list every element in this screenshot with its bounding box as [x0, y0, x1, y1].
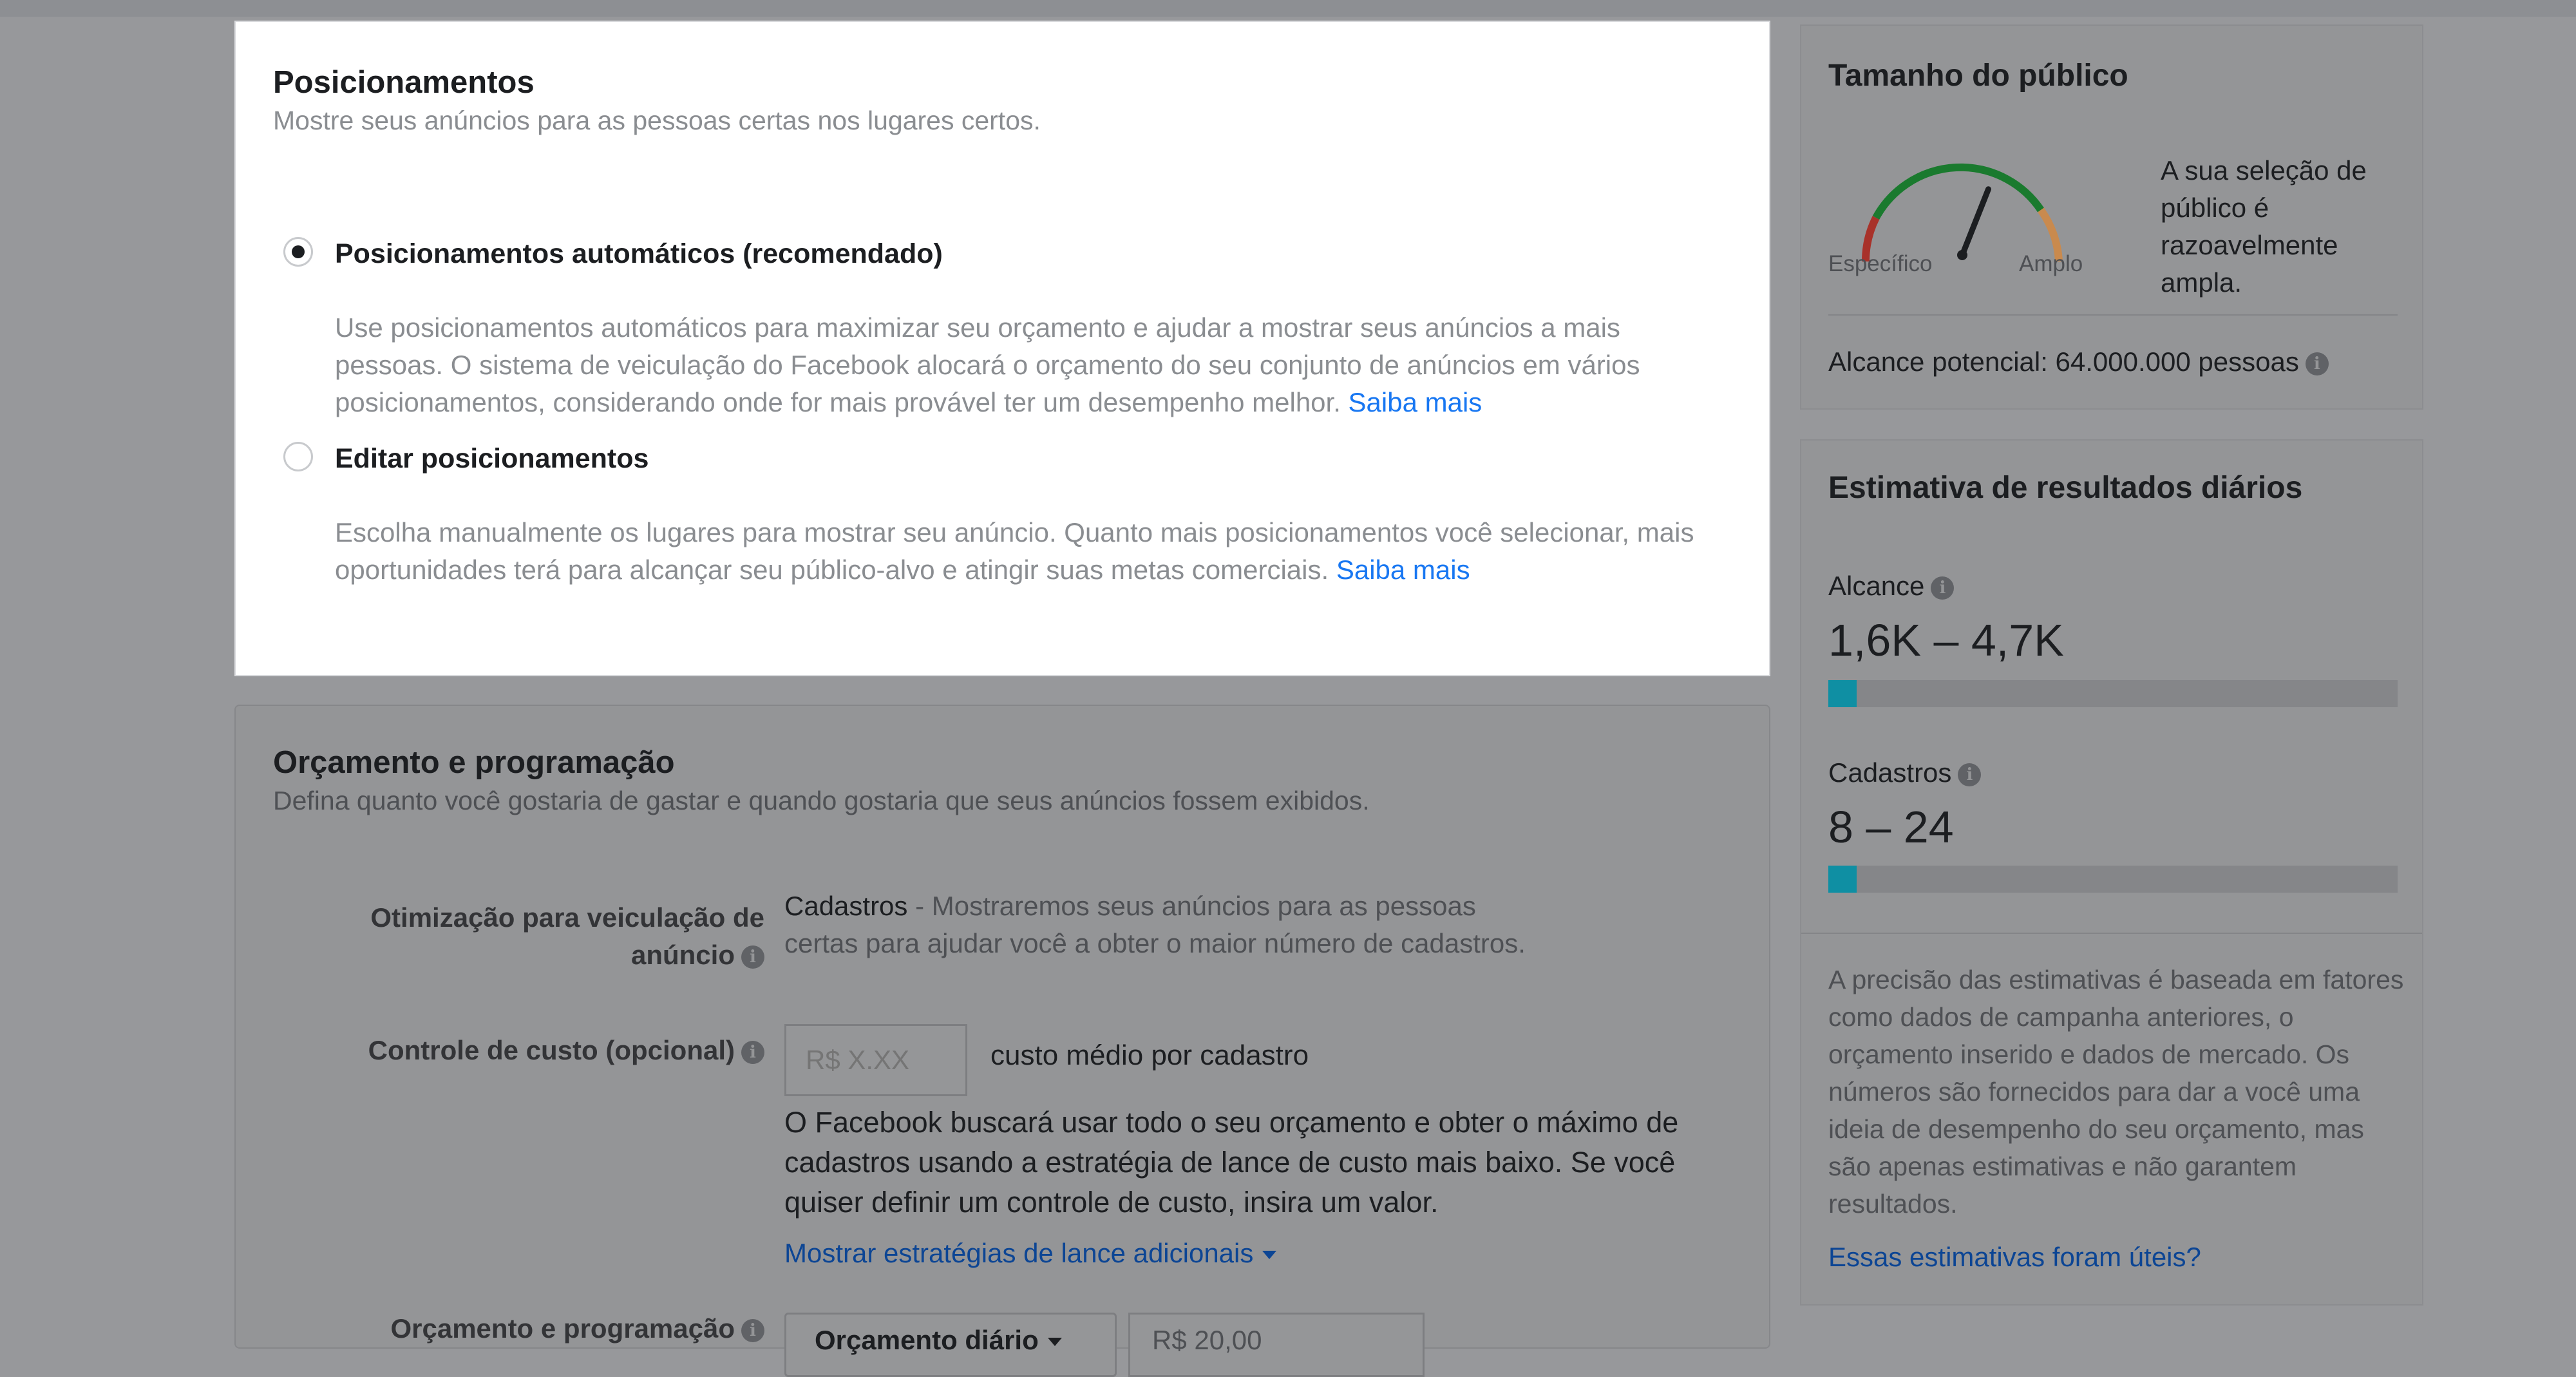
- automatic-placements-text: Use posicionamentos automáticos para maximizar seu orçamento e ajudar a mostrar seus anúncios a mais pessoas. O sistema de veiculação do Facebook alocará o orçamento do seu conjunto de anúncios em vários posicionamentos, considerando onde for mais provável ter um desempenho melhor.: [335, 312, 1640, 417]
- reach-label-text: Alcance: [1828, 571, 1925, 601]
- cost-control-label-text: Controle de custo (opcional): [368, 1035, 735, 1065]
- placements-title: Posicionamentos: [273, 65, 535, 100]
- gauge-hub: [1957, 250, 1967, 260]
- gauge-broad-label: Amplo: [2019, 251, 2083, 276]
- info-icon[interactable]: i: [1958, 763, 1981, 786]
- daily-estimates-card: [1800, 439, 2423, 1306]
- estimates-disclaimer: A precisão das estimativas é baseada em fatores como dados de campanha anteriores, o orçamento inserido e dados de mercado. Os números são fornecidos para dar a você uma ideia de desempenho do seu orçamento, mas são apenas estimativas e não garantem resultados.: [1828, 965, 2404, 1219]
- caret-down-icon: [1262, 1251, 1276, 1259]
- daily-estimates-title: Estimativa de resultados diários: [1828, 471, 2303, 505]
- show-bid-strategies-link[interactable]: [784, 1238, 1276, 1269]
- optimization-label-line1: Otimização para veiculação de: [370, 902, 764, 933]
- budget-schedule-section: [234, 705, 1770, 1355]
- budget-type-value: Orçamento diário: [815, 1325, 1039, 1355]
- gauge-specific-label: Específico: [1828, 251, 1933, 276]
- edit-placements-text: Escolha manualmente os lugares para mostrar seu anúncio. Quanto mais posicionamentos você selecionar, mais oportunidades terá para alcançar seu público-alvo e atingir suas metas comerciais.: [335, 517, 1694, 585]
- signups-value: 8 – 24: [1828, 802, 1954, 852]
- automatic-placements-description: [335, 309, 1719, 421]
- budget-subtitle: Defina quanto você gostaria de gastar e quando gostaria que seus anúncios fossem exibidos.: [273, 786, 1370, 815]
- optimization-value: [784, 888, 1526, 962]
- cost-control-explanation: O Facebook buscará usar todo o seu orçamento e obter o máximo de cadastros usando a estratégia de lance de custo mais baixo. Se você quiser definir um controle de custo, insira um valor.: [784, 1106, 1679, 1219]
- reach-label: [1828, 571, 1954, 602]
- signups-label-text: Cadastros: [1828, 757, 1952, 788]
- divider: [1828, 314, 2398, 316]
- signups-bar-fill: [1828, 866, 1857, 893]
- edit-placements-label[interactable]: Editar posicionamentos: [335, 443, 649, 474]
- placements-subtitle: Mostre seus anúncios para as pessoas certas nos lugares certos.: [273, 106, 1041, 135]
- edit-placements-description: [335, 514, 1719, 589]
- reach-value: 1,6K – 4,7K: [1828, 615, 2064, 665]
- cost-control-input[interactable]: [784, 1024, 967, 1096]
- optimization-desc-1: - Mostraremos seus anúncios para as pessoas: [907, 891, 1476, 921]
- budget-title: Orçamento e programação: [273, 745, 675, 780]
- signups-label: [1828, 757, 1981, 788]
- learn-more-link-automatic[interactable]: Saiba mais: [1348, 387, 1482, 417]
- budget-amount-input[interactable]: R$ 20,00: [1128, 1313, 1425, 1377]
- show-bid-strategies-text[interactable]: Mostrar estratégias de lance adicionais: [784, 1238, 1254, 1268]
- estimates-feedback-link[interactable]: Essas estimativas foram úteis?: [1828, 1242, 2201, 1272]
- info-icon[interactable]: i: [2306, 352, 2329, 375]
- caret-down-icon: [1048, 1338, 1062, 1346]
- potential-reach-text: Alcance potencial: 64.000.000 pessoas: [1828, 347, 2299, 377]
- gauge-green-segment: [1876, 167, 2041, 218]
- placements-section: [234, 21, 1770, 676]
- budget-type-select[interactable]: [784, 1313, 1117, 1377]
- optimization-desc-2: certas para ajudar você a obter o maior número de cadastros.: [784, 928, 1526, 958]
- reach-bar-fill: [1828, 680, 1857, 707]
- automatic-placements-radio[interactable]: [283, 237, 313, 267]
- info-icon[interactable]: i: [1931, 576, 1954, 600]
- optimization-label-line2: anúncio: [630, 940, 735, 970]
- cost-control-suffix: custo médio por cadastro: [990, 1040, 1309, 1071]
- top-backdrop: [0, 0, 2576, 17]
- audience-size-card: [1800, 24, 2423, 410]
- audience-size-title: Tamanho do público: [1828, 59, 2128, 93]
- signups-bar: [1828, 866, 2398, 893]
- info-icon[interactable]: i: [741, 945, 764, 969]
- optimization-label: [370, 899, 764, 974]
- reach-bar: [1828, 680, 2398, 707]
- cost-control-label: [368, 1032, 764, 1069]
- schedule-label: [390, 1310, 764, 1347]
- edit-placements-radio[interactable]: [283, 442, 313, 471]
- info-icon[interactable]: i: [741, 1319, 764, 1342]
- info-icon[interactable]: i: [741, 1041, 764, 1064]
- divider: [1801, 933, 2422, 934]
- learn-more-link-edit[interactable]: Saiba mais: [1336, 555, 1470, 585]
- automatic-placements-label[interactable]: Posicionamentos automáticos (recomendado): [335, 238, 943, 269]
- optimization-goal: Cadastros: [784, 891, 908, 921]
- audience-description: A sua seleção de público é razoavelmente ampla.: [2161, 155, 2367, 298]
- gauge-needle: [1962, 189, 1988, 255]
- schedule-label-text: Orçamento e programação: [390, 1313, 735, 1344]
- potential-reach: [1828, 347, 2329, 377]
